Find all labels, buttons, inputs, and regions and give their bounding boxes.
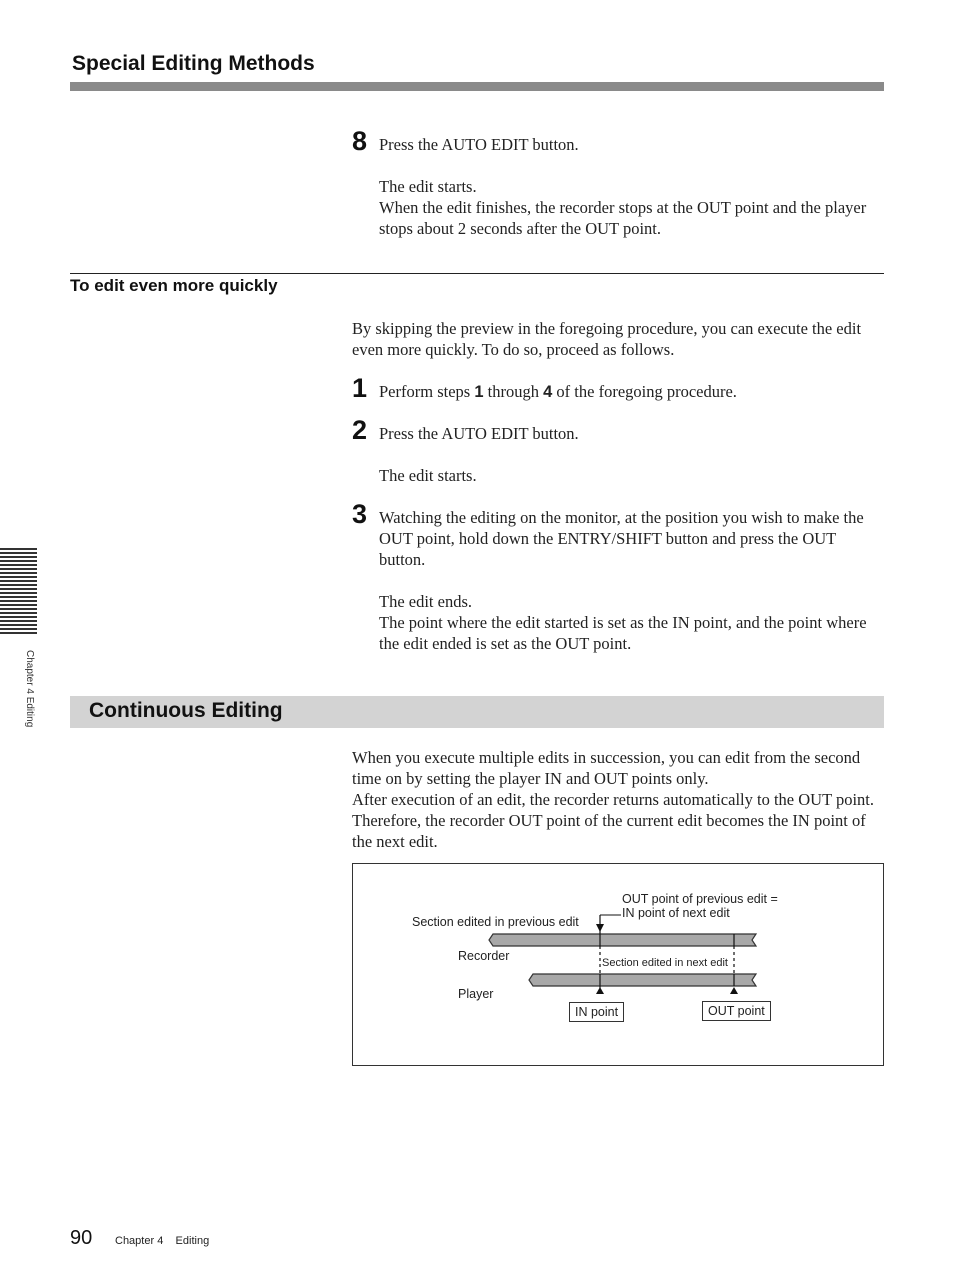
header-rule xyxy=(70,82,884,91)
page-section-title: Special Editing Methods xyxy=(72,52,315,75)
side-chapter-label: Chapter 4 Editing xyxy=(24,650,35,728)
quick-intro: By skipping the preview in the foregoing procedure, you can execute the edit even more quickly. To do so, proceed as follows. xyxy=(352,319,862,359)
down-arrow-icon xyxy=(596,924,604,932)
step-2-text: Press the AUTO EDIT button. xyxy=(379,424,579,443)
chapter-thumb-tab xyxy=(0,548,37,638)
subsection-heading: To edit even more quickly xyxy=(70,276,278,295)
subsection-rule xyxy=(70,273,884,274)
section-next-label: Section edited in next edit xyxy=(602,957,728,969)
step-8-result-1: The edit starts. xyxy=(379,177,477,196)
step-8-text: Press the AUTO EDIT button. xyxy=(379,135,579,154)
section-title: Continuous Editing xyxy=(89,699,283,722)
step-number-1: 1 xyxy=(352,373,368,403)
step-number-2: 2 xyxy=(352,415,368,445)
edit-diagram xyxy=(352,863,884,1066)
in-point-label: IN point xyxy=(569,1002,624,1022)
recorder-label: Recorder xyxy=(458,949,510,963)
step-3-result-1: The edit ends. xyxy=(379,592,473,611)
recorder-bar xyxy=(489,934,756,946)
continuous-para-1: When you execute multiple edits in succession, you can edit from the second time on by setting the player IN and OUT points only. xyxy=(352,748,861,788)
player-label: Player xyxy=(458,987,494,1001)
continuous-para-2: After execution of an edit, the recorder returns automatically to the OUT point. Therefore, the recorder OUT point of the current edit becomes the IN point of the next edit. xyxy=(352,790,875,851)
step-3-text: Watching the editing on the monitor, at the position you wish to make the OUT point, hold down the ENTRY/SHIFT button and press the OUT button. xyxy=(379,508,864,569)
step-number-8: 8 xyxy=(352,126,368,156)
step-8-result-2: When the edit finishes, the recorder stops at the OUT point and the player stops about 2 seconds after the OUT point. xyxy=(379,198,867,238)
step-number-3: 3 xyxy=(352,499,368,529)
player-bar xyxy=(529,974,756,986)
page-number: 90 xyxy=(70,1227,93,1249)
footer-chapter: Chapter 4 Editing xyxy=(115,1235,210,1247)
out-prev-label-1: OUT point of previous edit = xyxy=(622,892,778,906)
out-up-arrow-icon xyxy=(730,987,738,994)
step-1-text: Perform steps 1 through 4 of the foregoing procedure. xyxy=(379,382,737,401)
out-prev-label-2: IN point of next edit xyxy=(622,906,730,920)
out-point-label: OUT point xyxy=(702,1001,771,1021)
step-2-result: The edit starts. xyxy=(379,466,477,485)
in-up-arrow-icon xyxy=(596,987,604,994)
section-prev-label: Section edited in previous edit xyxy=(412,915,579,929)
step-3-result-2: The point where the edit started is set as the IN point, and the point where the edit ended is set as the OUT point. xyxy=(379,613,867,653)
